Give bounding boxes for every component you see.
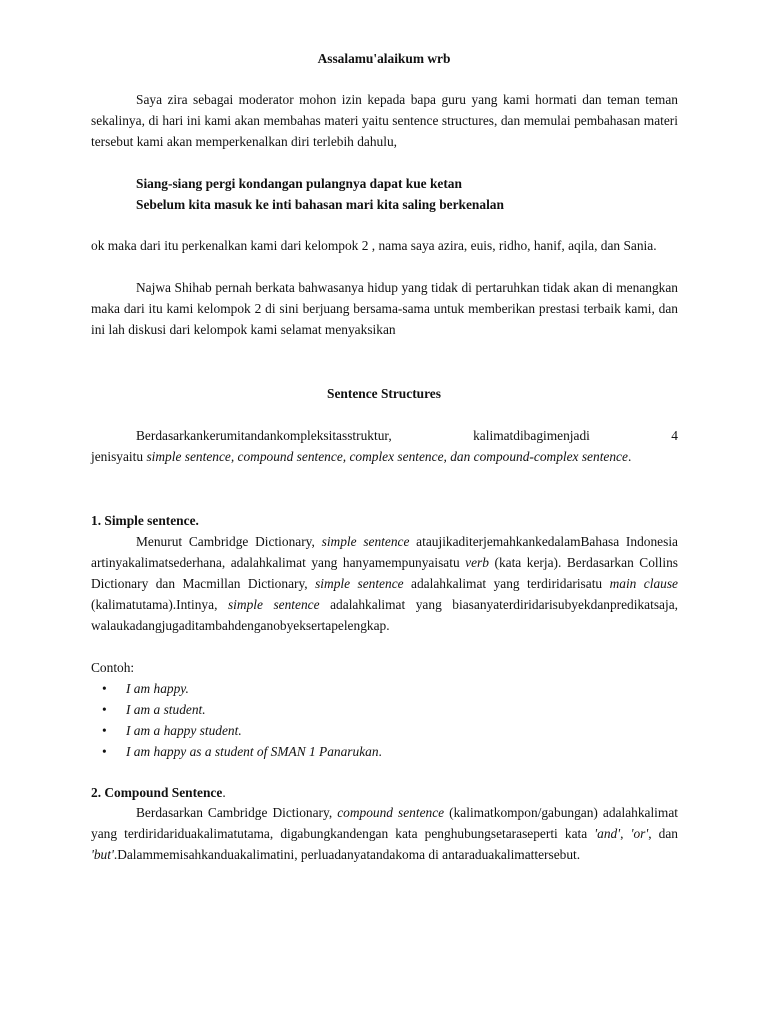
section-intro-word-3: 4 bbox=[671, 428, 678, 443]
pantun-line-2: Sebelum kita masuk ke inti bahasan mari kita saling berkenalan bbox=[136, 197, 504, 212]
example-item: • I am happy as a student of SMAN 1 Panarukan. bbox=[91, 741, 382, 762]
simple-term-verb: verb bbox=[465, 555, 489, 570]
example-text: I am happy as a student of SMAN 1 Panarukan bbox=[126, 744, 379, 759]
compound-text-c: (kalimatkompon/gabungan) adalahkalimat yang terdiridariduakalimatutama, digabungkandengan kata penghubungsetaraseperti kata bbox=[91, 805, 678, 841]
compound-word-dan: , dan bbox=[648, 826, 679, 841]
compound-word-but: 'but' bbox=[91, 847, 114, 862]
section-intro-paragraph bbox=[91, 425, 678, 467]
section-intro-end: . bbox=[627, 449, 632, 464]
section-intro-line-1 bbox=[91, 425, 678, 446]
section-intro-types: simple sentence, compound sentence, complex sentence, dan compound-complex sentence bbox=[146, 449, 628, 464]
example-item: • I am happy. bbox=[91, 678, 382, 699]
example-item: • I am a happy student. bbox=[91, 720, 382, 741]
example-item: • I am a student. bbox=[91, 699, 382, 720]
simple-term-2: simple sentence bbox=[315, 576, 404, 591]
compound-heading-text: 2. Compound Sentence bbox=[91, 785, 223, 800]
intro-paragraph: Saya zira sebagai moderator mohon izin kepada bapa guru yang kami hormati dan teman teman sekalinya, di hari ini kami akan membahas materi yaitu sentence structures, dan memulai pembahasan materi tersebut kami akan memperkenalkan diri terlebih dahulu, bbox=[91, 92, 678, 149]
compound-text-a: Berdasarkan Cambridge Dictionary, bbox=[136, 805, 333, 820]
example-list bbox=[91, 678, 382, 762]
compound-term: compound sentence bbox=[337, 805, 445, 820]
example-text: I am happy bbox=[126, 681, 186, 696]
members-paragraph: ok maka dari itu perkenalkan kami dari kelompok 2 , nama saya azira, euis, ridho, hanif, aqila, dan Sania. bbox=[91, 238, 657, 253]
simple-term-1: simple sentence bbox=[321, 534, 410, 549]
greeting-title: Assalamu'alaikum wrb bbox=[317, 51, 451, 66]
simple-term-3: simple sentence bbox=[227, 597, 320, 612]
compound-word-or: 'or' bbox=[630, 826, 649, 841]
compound-text-d: .Dalammemisahkanduakalimatini, perluadanyatandakoma di antaraduakalimattersebut. bbox=[113, 847, 581, 862]
section-intro-lead: jenisyaitu bbox=[91, 449, 144, 464]
simple-term-main-clause: main clause bbox=[609, 576, 679, 591]
pantun-line-1: Siang-siang pergi kondangan pulangnya dapat kue ketan bbox=[136, 176, 462, 191]
section-title: Sentence Structures bbox=[327, 386, 441, 401]
simple-sentence-heading: 1. Simple sentence. bbox=[91, 513, 199, 528]
section-intro-rest bbox=[91, 446, 678, 467]
example-label: Contoh: bbox=[91, 660, 135, 675]
compound-sentence-heading: 2. Compound Sentence. bbox=[91, 785, 226, 800]
simple-text-e: (kata kerja). Berdasarkan Collins Dictionary dan Macmillan Dictionary, bbox=[91, 555, 678, 591]
compound-word-and: 'and' bbox=[594, 826, 621, 841]
simple-sentence-paragraph bbox=[91, 531, 678, 636]
section-intro-word-2: kalimatdibagimenjadi bbox=[473, 428, 590, 443]
quote-paragraph: Najwa Shihab pernah berkata bahwasanya hidup yang tidak di pertaruhkan tidak akan di menangkan maka dari itu kami kelompok 2 di sini berjuang bersama-sama untuk memberikan prestasi terbaik kami, dan ini lah diskusi dari kelompok kami selamat menyaksikan bbox=[91, 280, 678, 337]
example-text: I am a student bbox=[126, 702, 203, 717]
section-intro-word-1: Berdasarkankerumitandankompleksitasstruktur, bbox=[136, 428, 392, 443]
simple-text-g: adalahkalimat yang terdiridarisatu bbox=[411, 576, 603, 591]
simple-text-k: adalahkalimat yang biasanyaterdiridarisubyekdanpredikatsaja, walaukadangjugaditambahdenganobyeksertapelengkap. bbox=[91, 597, 678, 633]
simple-text-i: (kalimatutama).Intinya, bbox=[91, 597, 218, 612]
example-text: I am a happy student bbox=[126, 723, 239, 738]
simple-text-a: Menurut Cambridge Dictionary, bbox=[136, 534, 315, 549]
compound-sentence-paragraph: Berdasarkan Cambridge Dictionary, compound sentence (kalimatkompon/gabungan) adalahkalimat yang terdiridariduakalimatutama, digabungkandengan kata penghubungsetaraseperti kata 'and', 'or', dan 'but'.Dalammemisahkanduakalimatini, perluadanyatandakoma di antaraduakalimattersebut. bbox=[91, 805, 679, 862]
simple-text-c: ataujikaditerjemahkankedalamBahasa Indonesia artinyakalimatsederhana, adalahkalimat yang hanyamempunyaisatu bbox=[91, 534, 678, 570]
